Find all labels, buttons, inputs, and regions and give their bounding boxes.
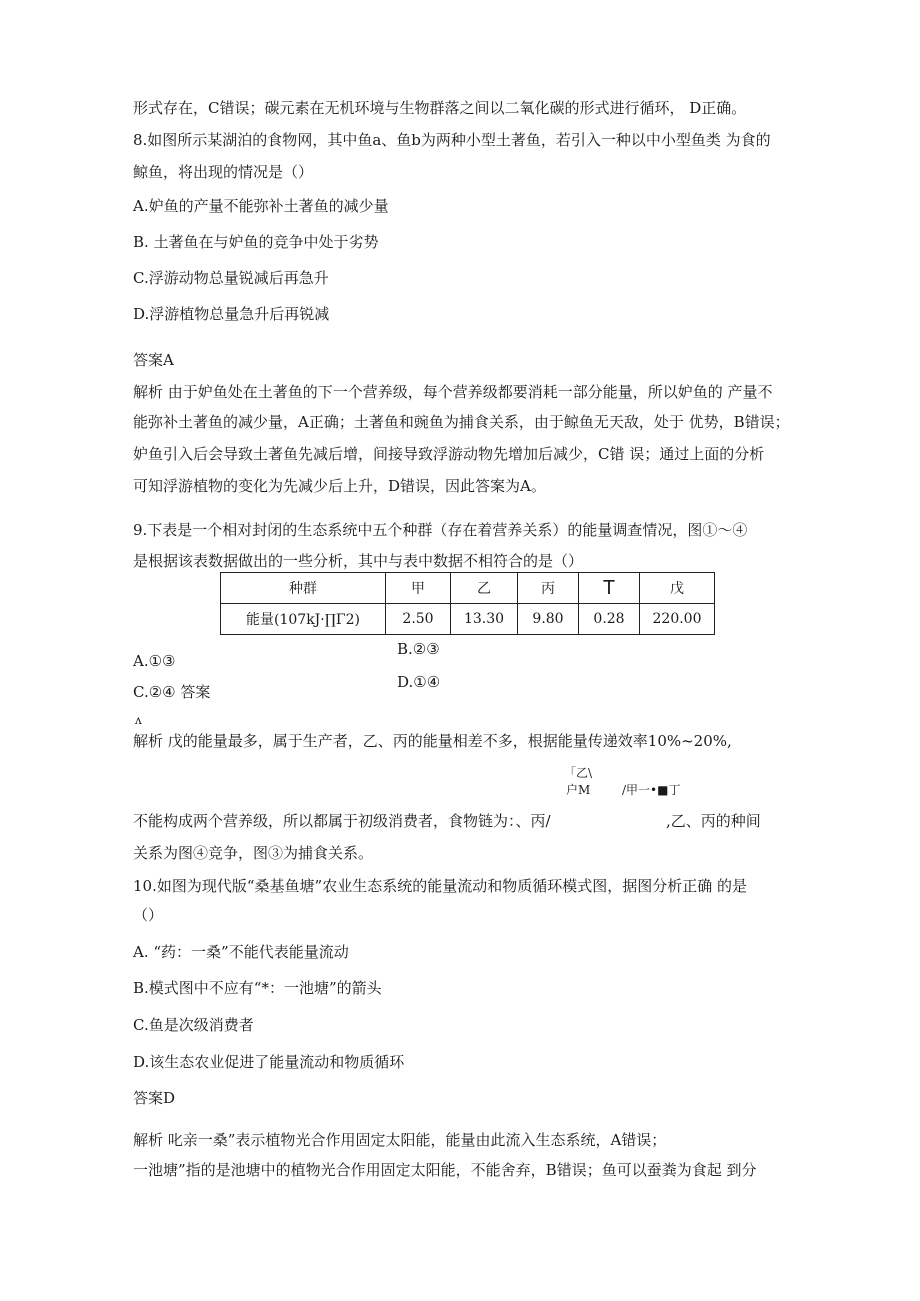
option-d: D.该生态农业促进了能量流动和物质循环: [133, 1053, 405, 1071]
option-b: B. 土著鱼在与妒鱼的竞争中处于劣势: [133, 233, 379, 251]
explanation-8-line: 妒鱼引入后会导致土著鱼先减后增，间接导致浮游动物先增加后减少，C错 误；通过上面的分析: [133, 445, 765, 463]
table-cell: 2.50: [386, 604, 451, 635]
explanation-8-line: 能弥补土著鱼的减少量，A正确；土著鱼和豌鱼为捕食关系，由于鲸鱼无天敌，处于 优势，B错误；: [133, 413, 790, 431]
table-cell: T: [579, 573, 640, 604]
table-row: [221, 604, 715, 635]
option-c-answer: C.②④ 答案: [133, 683, 211, 701]
table-header-row: [221, 573, 715, 604]
explanation-8: 解析 由于妒鱼处在土著鱼的下一个营养级，每个营养级都要消耗一部分能量，所以妒鱼的 产量不: [133, 383, 773, 401]
option-a: A.妒鱼的产量不能弥补土著鱼的减少量: [133, 197, 389, 215]
explanation-10-line: 一池塘”指的是池塘中的植物光合作用固定太阳能，不能舍弃，B错误；鱼可以蚕粪为食起 到分: [133, 1161, 757, 1179]
question-8-stem: 8.如图所示某湖泊的食物网，其中鱼a、鱼b为两种小型土著鱼，若引入一种以中小型鱼类 为食的: [133, 131, 771, 149]
option-d: D.①④: [397, 673, 441, 691]
option-b: B.②③: [397, 640, 440, 658]
option-d: D.浮游植物总量急升后再锐减: [133, 305, 330, 323]
option-c: C.鱼是次级消费者: [133, 1016, 254, 1034]
diagram-fragment: /甲一•■丁: [622, 783, 681, 797]
option-b: B.模式图中不应有“*：一池塘”的箭头: [133, 979, 382, 997]
option-a: A.①③: [133, 652, 176, 670]
explanation-9-line: 不能构成两个营养级，所以都属于初级消费者，食物链为：、丙/: [133, 812, 551, 830]
table-cell: 220.00: [640, 604, 715, 635]
answer-10: 答案D: [133, 1089, 176, 1107]
explanation-10: 解析 叱亲一桑”表示植物光合作用固定太阳能，能量由此流入生态系统，A错误；: [133, 1131, 667, 1149]
table-cell: 甲: [386, 573, 451, 604]
caret-mark: ʌ: [135, 713, 142, 727]
question-10-stem-cont: （）: [133, 906, 164, 924]
table-cell: 丙: [518, 573, 579, 604]
table-cell: 9.80: [518, 604, 579, 635]
option-c: C.浮游动物总量锐减后再急升: [133, 269, 329, 287]
explanation-8-line: 可知浮游植物的变化为先减少后上升，D错误，因此答案为A。: [133, 477, 546, 495]
table-cell: 13.30: [451, 604, 518, 635]
explanation-9-line: ,乙、丙的种间: [666, 812, 761, 830]
table-cell: 戊: [640, 573, 715, 604]
question-9-stem-cont: 是根据该表数据做出的一些分析，其中与表中数据不相符合的是（）: [133, 552, 584, 570]
answer-8: 答案A: [133, 351, 174, 369]
diagram-fragment: 「乙\: [564, 766, 593, 780]
table-cell: 种群: [221, 573, 386, 604]
diagram-fragment: 户M: [566, 783, 591, 797]
explanation-9: 解析 戊的能量最多，属于生产者，乙、丙的能量相差不多，根据能量传递效率10%~20%,: [133, 732, 732, 750]
table-cell: 能量(107kJ·∏Γ2): [221, 604, 386, 635]
energy-table: [220, 572, 715, 635]
explanation-9-line: 关系为图④竞争，图③为捕食关系。: [133, 844, 374, 862]
question-10-stem: 10.如图为现代版“桑基鱼塘”农业生态系统的能量流动和物质循环模式图，据图分析正确 的是: [133, 877, 747, 895]
option-a: A. “药：一桑”不能代表能量流动: [133, 943, 349, 961]
table-cell: 乙: [451, 573, 518, 604]
text-line: 形式存在，C错误；碳元素在无机环境与生物群落之间以二氧化碳的形式进行循环， D正确。: [133, 99, 747, 117]
question-8-stem-cont: 鲸鱼，将出现的情况是（）: [133, 163, 314, 181]
question-9-stem: 9.下表是一个相对封闭的生态系统中五个种群（存在着营养关系）的能量调查情况，图①～④: [133, 521, 748, 539]
table-cell: 0.28: [579, 604, 640, 635]
